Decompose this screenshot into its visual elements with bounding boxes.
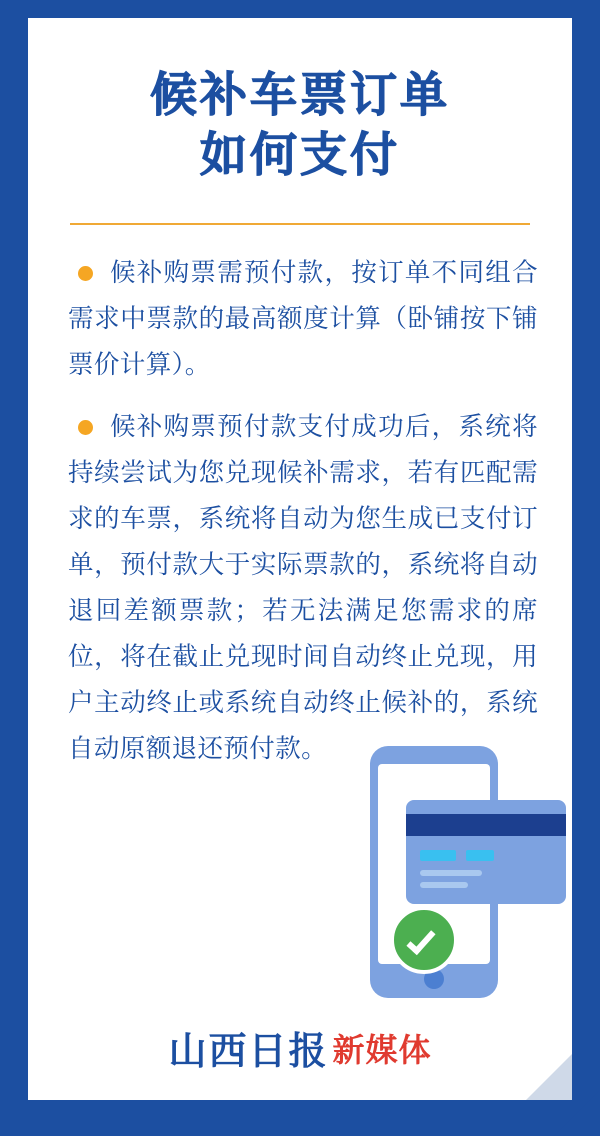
check-circle-icon bbox=[390, 906, 458, 974]
page-title bbox=[28, 66, 572, 186]
logo-sub-text: 新媒体 bbox=[332, 1030, 432, 1069]
paragraph-1-text: 候补购票需预付款，按订单不同组合需求中票款的最高额度计算（卧铺按下铺票价计算）。 bbox=[68, 258, 538, 380]
paragraph-2 bbox=[68, 404, 538, 772]
content-card bbox=[28, 18, 572, 1100]
card-chip-icon bbox=[420, 850, 456, 861]
paragraph-2-text: 候补购票预付款支付成功后，系统将持续尝试为您兑现候补需求，若有匹配需求的车票，系统将自动为您生成已支付订单，预付款大于实际票款的，系统将自动退回差额票款；若无法满足您需求的席位，将在截止兑现时间自动终止兑现，用户主动终止或系统自动终止候补的，系统自动原额退还预付款。 bbox=[68, 412, 538, 764]
card-line bbox=[420, 870, 482, 876]
corner-fold bbox=[554, 1090, 600, 1136]
bullet-icon bbox=[78, 266, 93, 281]
title-line-2: 如何支付 bbox=[200, 128, 400, 183]
paragraph-1 bbox=[68, 250, 538, 388]
bank-card-icon bbox=[406, 800, 566, 904]
logo-main-text: 山西日报 bbox=[168, 1028, 329, 1073]
bullet-icon bbox=[78, 420, 93, 435]
title-divider bbox=[70, 223, 530, 225]
check-mark-icon bbox=[406, 925, 435, 955]
title-line-1: 候补车票订单 bbox=[150, 68, 450, 123]
publisher-logo bbox=[28, 1020, 572, 1075]
card-line bbox=[420, 882, 468, 888]
payment-illustration bbox=[328, 746, 568, 1008]
card-magnetic-stripe bbox=[406, 814, 566, 836]
body-content bbox=[68, 250, 538, 788]
card-chip-secondary-icon bbox=[466, 850, 494, 861]
